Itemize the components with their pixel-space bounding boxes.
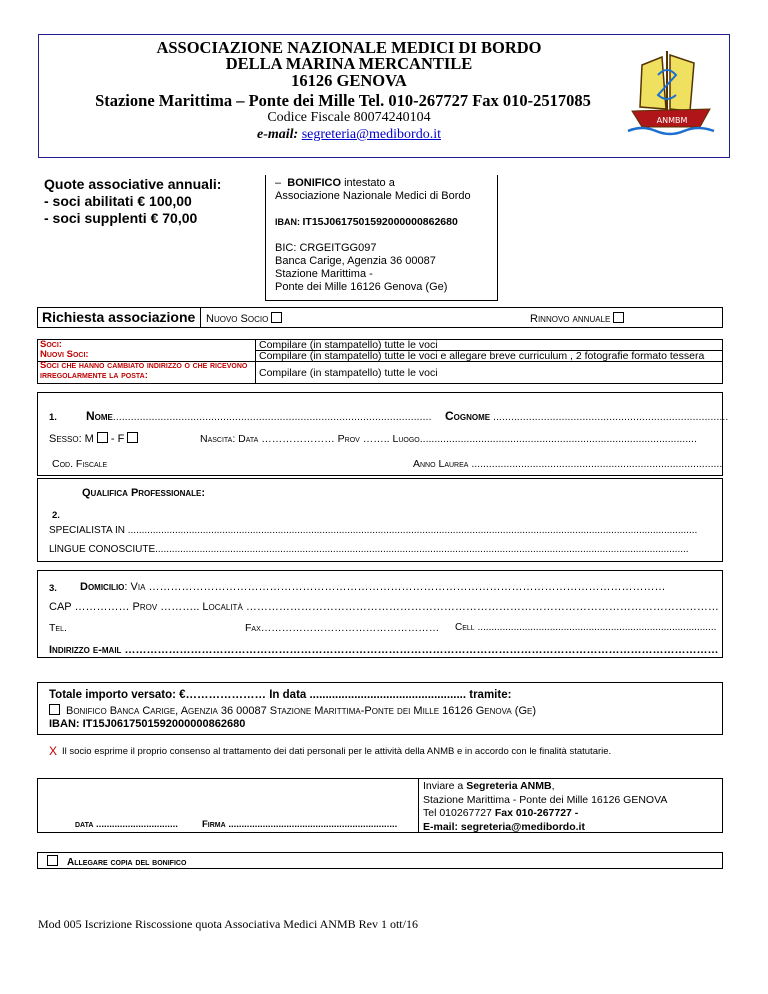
quote-title: Quote associative annuali: (44, 176, 222, 192)
via-dots: : Via …………………………………………………………………………………………………………………………… (124, 581, 666, 593)
firma-field[interactable] (202, 819, 397, 830)
allegare-text: Allegare copia del bonifico (67, 857, 187, 868)
bonifico-banca: Banca Carige, Agenzia 36 00087 (275, 255, 436, 267)
org-address: Stazione Marittima – Ponte dei Mille Tel. 010-267727 Fax 010-2517085 (95, 91, 591, 110)
cat-cambio-label: Soci che hanno cambiato indirizzo o che ricevono irregolarmente la posta: (40, 360, 248, 381)
bonifico-right-border (497, 175, 498, 301)
cat-nuovi-soci-label: Nuovi Soci: (40, 349, 89, 360)
email-field[interactable]: Indirizzo e-mail ……………………………………………………………………………………………………………………………………………… (49, 644, 719, 656)
inviare-indirizzo: Stazione Marittima - Ponte dei Mille 16126 GENOVA (423, 793, 668, 806)
sesso-label: Sesso: M (49, 433, 94, 445)
section1-number: 1. (49, 412, 57, 423)
inviare-block: Inviare a Segreteria ANMB, Stazione Marittima - Ponte dei Mille 16126 GENOVA Tel 010267727 Fax 010-267727 - E-mail: segreteria@medibordo.it (423, 780, 668, 833)
cell-field[interactable]: Cell ...................................................................................... (455, 622, 717, 633)
section2-number: 2. (52, 510, 60, 521)
org-name-line2: DELLA MARINA MERCANTILE (225, 54, 473, 73)
lingue-field[interactable]: LlNGUE CONOSCIUTE................................................................................................................................................................................................ (49, 544, 689, 555)
firma-label: Firma ................................................................ (202, 819, 398, 830)
bonifico-bottom-border (265, 300, 498, 301)
richiesta-label: Richiesta associazione (42, 309, 196, 325)
cap-localita-field[interactable]: CAP …………… Prov ……….. Località ………………………………………………………………………………………………………………… (49, 601, 719, 613)
nome-field[interactable] (86, 409, 432, 423)
cat-soci-text: Compilare (in stampatello) tutte le voci (259, 339, 438, 351)
sesso-f-checkbox[interactable] (127, 432, 138, 443)
cognome-label: Cognome (445, 409, 491, 423)
footer-text: Mod 005 Iscrizione Riscossione quota Associativa Medici ANMB Rev 1 ott/16 (38, 917, 418, 931)
bonifico-bic: BIC: CRGEITGG097 (275, 242, 377, 254)
consenso-mark[interactable]: X (49, 744, 58, 758)
inviare-email[interactable]: E-mail: segreteria@medibordo.it (423, 820, 585, 833)
nuovo-socio-checkbox[interactable] (271, 312, 282, 323)
org-name-line1: ASSOCIAZIONE NAZIONALE MEDICI DI BORDO (156, 38, 542, 57)
cat-soci-label: Soci: (40, 339, 62, 350)
nuovo-socio-option[interactable]: Nuovo Socio (206, 312, 282, 325)
totale-line[interactable]: Totale importo versato: €………………… In data ................................................. tramite: (49, 689, 512, 701)
quote-abilitati: - soci abilitati € 100,00 (44, 193, 192, 209)
sesso-f-label: - F (110, 433, 125, 445)
domicilio-via-field[interactable] (80, 581, 720, 593)
header-box (38, 34, 730, 158)
email-label: e-mail: (257, 127, 299, 142)
sesso-m-checkbox[interactable] (97, 432, 108, 443)
email-link[interactable]: segreteria@medibordo.it (301, 127, 441, 142)
allegare-checkbox[interactable] (47, 855, 58, 866)
allegare-option[interactable] (47, 855, 186, 868)
data-field[interactable]: data ............................... (75, 819, 178, 830)
totale-bonifico-text: Bonifico Banca Carige, Agenzia 36 00087 Stazione Marittima-Ponte dei Mille 16126 Genova (Ge) (66, 705, 536, 717)
codice-fiscale: Codice Fiscale 80074240104 (267, 110, 431, 125)
quote-supplenti: - soci supplenti € 70,00 (44, 210, 198, 226)
bonifico-ponte: Ponte dei Mille 16126 Genova (Ge) (275, 281, 448, 293)
cat-cambio-text: Compilare (in stampatello) tutte le voci (259, 367, 438, 379)
cat-nuovi-soci-text: Compilare (in stampatello) tutte le voci e allegare breve curriculum , 2 fotografie formato tessera (259, 350, 705, 362)
rinnovo-checkbox[interactable] (613, 312, 624, 323)
bonifico-label: BONIFICO (287, 177, 342, 189)
cognome-field[interactable] (445, 409, 728, 423)
specialista-field[interactable]: SPECIALISTA IN ............................................................................................................................................................................................................. (49, 525, 698, 536)
nome-dots: ........................................................................................................... (112, 412, 432, 423)
categories-labels (40, 340, 250, 381)
totale-bonifico-checkbox[interactable] (49, 704, 60, 715)
firma-divider (418, 778, 419, 833)
rinnovo-option[interactable]: Rinnovo annuale (530, 312, 624, 325)
anno-laurea-field[interactable]: Anno Laurea ...................................................................................... (413, 458, 723, 470)
bonifico-iban: IBAN: IT15J0617501592000000862680 (275, 216, 458, 228)
header-email-line (39, 127, 659, 143)
fax-field[interactable]: Fax…………………………………………… (245, 622, 440, 634)
cognome-dots: ............................................................................... (490, 412, 729, 423)
quote-block (44, 176, 221, 227)
logo-text: ANMBM (656, 116, 688, 125)
cod-fiscale-field[interactable]: Cod. Fiscale (52, 458, 108, 470)
inviare-tel: Tel 010267727 Fax 010-267727 - (423, 807, 579, 819)
bonifico-left-border (265, 175, 266, 301)
tel-field[interactable]: Tel. (49, 622, 67, 634)
bonifico-associazione: Associazione Nazionale Medici di Bordo (275, 190, 471, 202)
org-city: 16126 GENOVA (291, 71, 407, 90)
richiesta-divider (200, 307, 201, 328)
nascita-field[interactable]: Nascita: Data ………………… Prov …….. Luogo............................................................................................... (200, 433, 697, 445)
totale-bonifico-option[interactable] (49, 704, 536, 717)
sesso-field[interactable] (49, 432, 138, 445)
ship-logo-icon (622, 45, 722, 141)
qualifica-title: Qualifica Professionale: (82, 487, 206, 499)
totale-iban: IBAN: IT15J0617501592000000862680 (49, 718, 246, 730)
nome-label: Nome (86, 409, 113, 423)
bonifico-stazione: Stazione Marittima - (275, 268, 373, 280)
bonifico-info: – BONIFICO intestato a Associazione Nazionale Medici di Bordo IBAN: IT15J0617501592000000862680 BIC: CRGEITGG097 Banca Carige, Agenzia 36 00087 Stazione Marittima - Ponte dei Mille 16126 Genova (Ge) (275, 177, 471, 293)
consenso-text: Il socio esprime il proprio consenso al trattamento dei dati personali per le attività della ANMB e in accordo con le finalità statutarie. (62, 746, 612, 757)
domicilio-label: Domicilio (80, 581, 125, 593)
section3-number: 3. (49, 583, 57, 594)
